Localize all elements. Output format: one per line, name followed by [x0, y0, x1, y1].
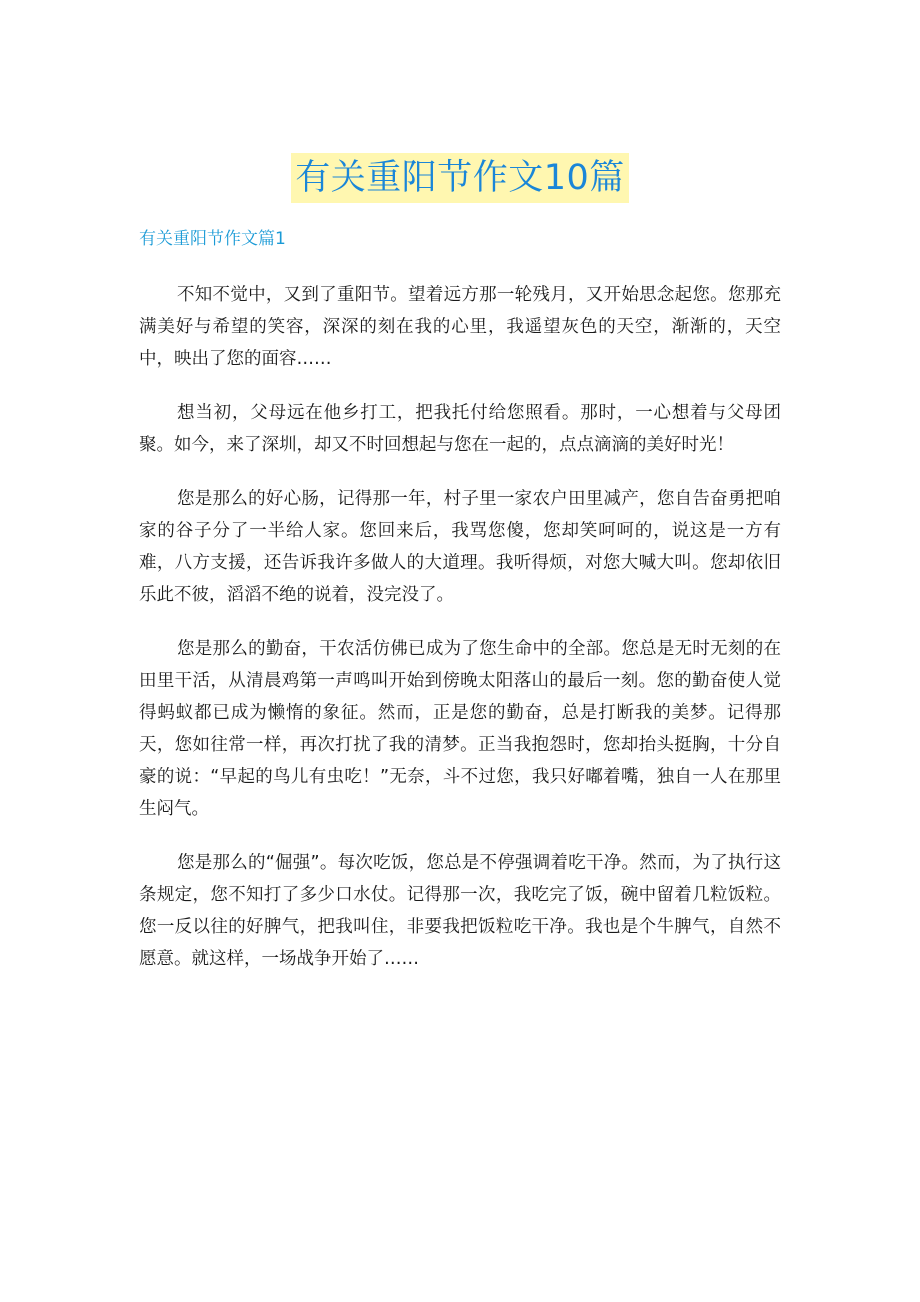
- article-body: [139, 279, 781, 997]
- paragraph: 您是那么的好心肠，记得那一年，村子里一家农户田里减产，您自告奋勇把咱家的谷子分了一半给人家。您回来后，我骂您傻，您却笑呵呵的，说这是一方有难，八方支援，还告诉我许多做人的大道理。我听得烦，对您大喊大叫。您却依旧乐此不彼，滔滔不绝的说着，没完没了。: [139, 489, 781, 605]
- paragraph: 想当初，父母远在他乡打工，把我托付给您照看。那时，一心想着与父母团聚。如今，来了深圳，却又不时回想起与您在一起的，点点滴滴的美好时光！: [139, 403, 781, 455]
- section-heading: 有关重阳节作文篇1: [139, 229, 286, 249]
- paragraph: 不知不觉中，又到了重阳节。望着远方那一轮残月，又开始思念起您。您那充满美好与希望的笑容，深深的刻在我的心里，我遥望灰色的天空，渐渐的，天空中，映出了您的面容……: [139, 285, 781, 369]
- document-title: 有关重阳节作文10篇: [291, 153, 629, 203]
- title-container: [0, 130, 920, 227]
- paragraph: 您是那么的“倔强”。每次吃饭，您总是不停强调着吃干净。然而，为了执行这条规定，您不知打了多少口水仗。记得那一次，我吃完了饭，碗中留着几粒饭粒。您一反以往的好脾气，把我叫住，非要我把饭粒吃干净。我也是个牛脾气，自然不愿意。就这样，一场战争开始了……: [139, 853, 781, 969]
- paragraph: 您是那么的勤奋，干农活仿佛已成为了您生命中的全部。您总是无时无刻的在田里干活，从清晨鸡第一声鸣叫开始到傍晚太阳落山的最后一刻。您的勤奋使人觉得蚂蚁都已成为懒惰的象征。然而，正是您的勤奋，总是打断我的美梦。记得那天，您如往常一样，再次打扰了我的清梦。正当我抱怨时，您却抬头挺胸，十分自豪的说：“早起的鸟儿有虫吃！”无奈，斗不过您，我只好嘟着嘴，独自一人在那里生闷气。: [139, 639, 781, 819]
